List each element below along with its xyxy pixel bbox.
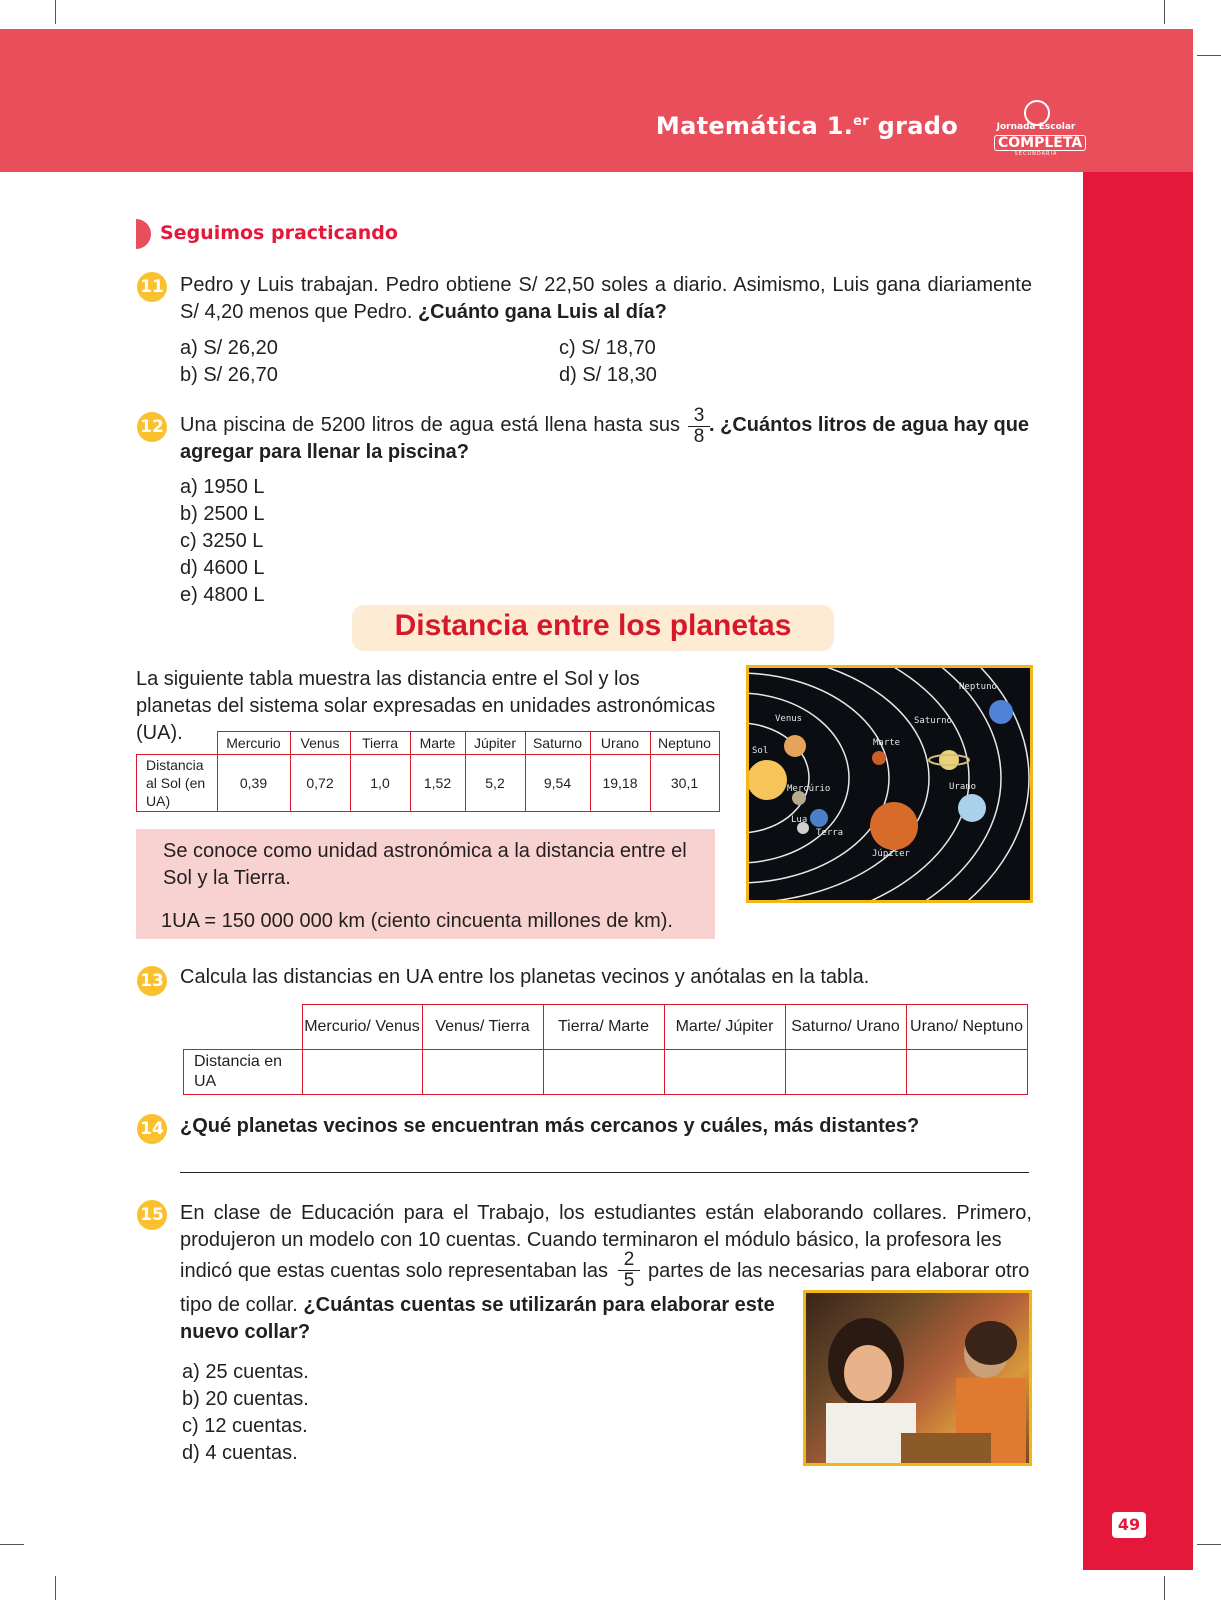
question-number-12: 12 [137,412,167,442]
fraction-2-5: $\frac{2}{5}$ [618,1250,640,1291]
q11-text: Pedro y Luis trabajan. Pedro obtiene S/ 22,50 soles a diario. Asimismo, Luis gana diariamente S/ 4,20 menos que Pedro. ¿Cuánto gana Luis al día? [180,274,1032,323]
planet-label: Lua [791,815,808,825]
table-header: Urano/ Neptuno [906,1005,1027,1050]
table-header: Neptuno [650,732,719,755]
table-header: Venus [290,732,350,755]
table-row [184,1050,1028,1095]
q14-question: ¿Qué planetas vecinos se encuentran más cercanos y cuáles, más distantes? [180,1115,920,1137]
planet-label: Marte [873,738,901,748]
table-cell: 9,54 [525,755,590,812]
table-header: Marte [410,732,465,755]
crop-mark [1197,55,1221,56]
q15-text-line4: tipo de collar. ¿Cuántas cuentas se utilizarán para elaborar este [180,1294,775,1316]
info-definition: Se conoce como unidad astronómica a la distancia entre el Sol y la Tierra. [163,840,687,889]
planet-label: Urano [949,782,977,792]
table-cell: 19,18 [590,755,650,812]
answer-cell[interactable] [906,1050,1027,1095]
fraction-3-8: $\frac{3}{8}$ [688,406,710,447]
q15-option-a: a) 25 cuentas. [182,1361,309,1383]
q11-option-d: d) S/ 18,30 [559,364,657,386]
table-cell: 0,72 [290,755,350,812]
banner-title: Distancia entre los planetas [394,609,792,642]
planet-label: Sol [752,746,769,756]
planet-label: Venus [775,714,803,724]
q13-text: Calcula las distancias en UA entre los planetas vecinos y anótalas en la tabla. [180,966,870,988]
q15-question-end: nuevo collar? [180,1321,311,1343]
planet-label: Júpiter [872,849,910,859]
answer-cell[interactable] [543,1050,664,1095]
table-header: Júpiter [465,732,525,755]
question-number-15: 15 [137,1200,167,1230]
students-photo [803,1290,1032,1466]
q11-option-c: c) S/ 18,70 [559,337,656,359]
crop-mark [55,1576,56,1600]
table-cell: 1,52 [410,755,465,812]
planet-label: Terra [816,828,844,838]
question-number-11: 11 [137,272,167,302]
q15-text-line3b: partes de las necesarias para elaborar otro [648,1260,1030,1282]
table-cell: 0,39 [217,755,290,812]
table-row [137,755,720,812]
section-title: Seguimos practicando [160,222,398,244]
q12-option-d: d) 4600 L [180,557,265,579]
neighbor-distance-table [183,1004,1028,1095]
crop-mark [55,0,56,24]
photo-illustration [806,1293,1029,1463]
table-cell: 1,0 [350,755,410,812]
answer-cell[interactable] [664,1050,785,1095]
q15-option-b: b) 20 cuentas. [182,1388,309,1410]
crop-mark [1164,0,1165,24]
table-header: Urano [590,732,650,755]
solar-system-image [746,665,1033,903]
row-label: Distancia en UA [184,1050,303,1095]
planet-label: Neptuno [959,682,997,692]
q15-text: En clase de Educación para el Trabajo, los estudiantes están elaborando collares. Primero, produjeron un modelo con 10 cuentas. Cuando terminaron el módulo básico, la profesora les [180,1202,1032,1251]
intro-text: La siguiente tabla muestra las distancia entre el Sol y los planetas del sistema solar expresadas en unidades astronómicas (UA). [136,668,716,744]
crop-mark [1197,1544,1221,1545]
header-title: Matemática 1.$^{er}$ grado [655,112,958,140]
table-header: Venus/ Tierra [422,1005,543,1050]
table-corner [184,1005,303,1050]
table-header: Mercurio [217,732,290,755]
q11-option-a: a) S/ 26,20 [180,337,278,359]
q12-option-b: b) 2500 L [180,503,265,525]
q12-text: Una piscina de 5200 litros de agua está llena hasta sus [180,414,680,436]
q12-option-c: c) 3250 L [180,530,264,552]
table-header-row [184,1005,1028,1050]
table-corner [137,732,218,755]
table-cell: 30,1 [650,755,719,812]
table-cell: 5,2 [465,755,525,812]
info-equivalence: 1UA = 150 000 000 km (ciento cincuenta millones de km). [161,910,673,932]
q15-option-d: d) 4 cuentas. [182,1442,298,1464]
table-header: Marte/ Júpiter [664,1005,785,1050]
table-header: Tierra/ Marte [543,1005,664,1050]
section-marker [136,219,151,249]
q15-option-c: c) 12 cuentas. [182,1415,308,1437]
answer-cell[interactable] [302,1050,422,1095]
jornada-logo: Jornada Escolar COMPLETA SECUNDARIA [994,98,1078,154]
q12-option-a: a) 1950 L [180,476,265,498]
q15-text-line3a: indicó que estas cuentas solo representaban las [180,1260,609,1282]
table-header: Tierra [350,732,410,755]
crop-mark [1164,1576,1165,1600]
answer-cell[interactable] [785,1050,906,1095]
crop-mark [0,1544,24,1545]
right-sidebar [1083,172,1193,1570]
q12-question-part1: . ¿Cuántos litros de agua hay que [709,414,1030,436]
table-header: Saturno [525,732,590,755]
q12-option-e: e) 4800 L [180,584,265,606]
row-label: Distancia al Sol (en UA) [137,755,218,812]
question-number-13: 13 [137,966,167,996]
answer-line[interactable] [180,1172,1029,1173]
table-header: Mercurio/ Venus [302,1005,422,1050]
planet-label: Mercúrio [787,784,831,794]
question-number-14: 14 [137,1114,167,1144]
q12-question-part2: agregar para llenar la piscina? [180,441,470,463]
page-number: 49 [1112,1512,1146,1538]
table-header-row [137,732,720,755]
table-header: Saturno/ Urano [785,1005,906,1050]
planet-label: Saturno [914,716,952,726]
q11-option-b: b) S/ 26,70 [180,364,278,386]
distance-table [136,731,720,812]
answer-cell[interactable] [422,1050,543,1095]
